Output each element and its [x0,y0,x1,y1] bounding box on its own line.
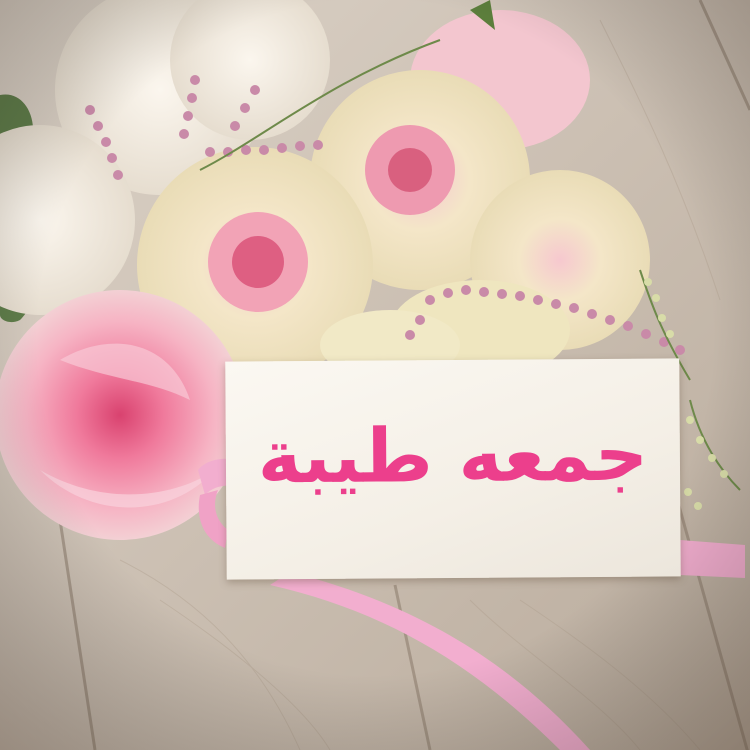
greeting-text: جمعه طيبة [257,411,649,501]
greeting-card [225,358,681,579]
